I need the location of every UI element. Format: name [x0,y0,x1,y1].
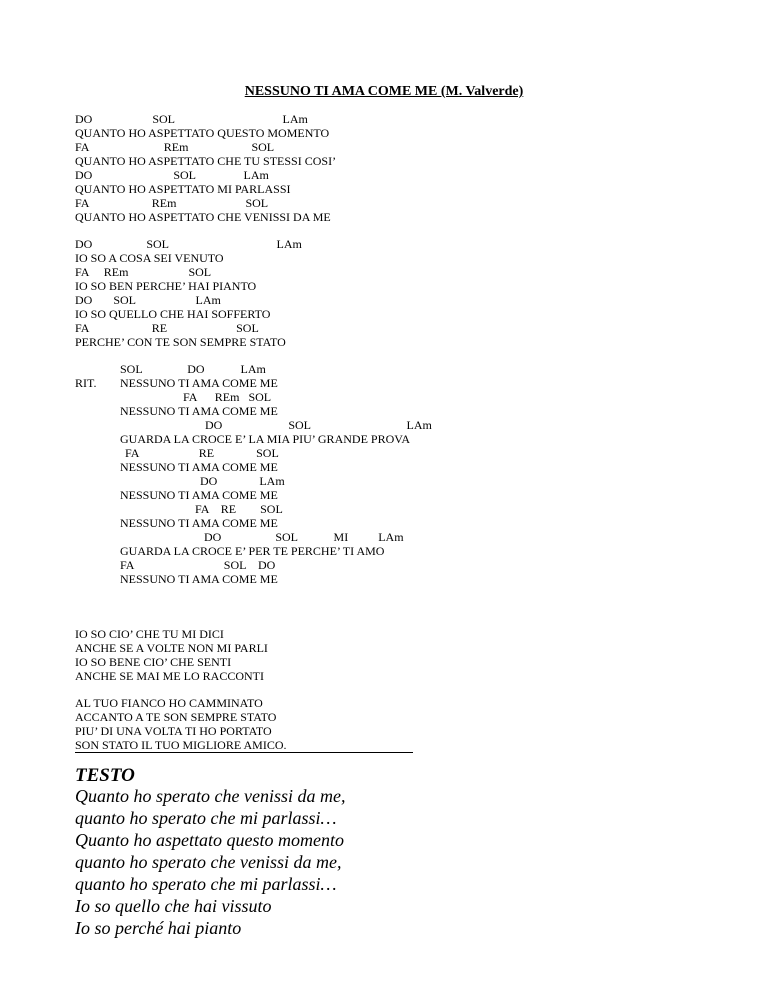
lyric-line: PERCHE’ CON TE SON SEMPRE STATO [75,335,286,349]
lyric-line: NESSUNO TI AMA COME ME [120,572,278,586]
lyric-line: QUANTO HO ASPETTATO QUESTO MOMENTO [75,126,330,140]
chord-line: DO SOL MI LAm [204,530,404,544]
chord-line: FA SOL DO [120,558,276,572]
chord-line: DO SOL LAm [75,237,302,251]
lyric-line: GUARDA LA CROCE E’ PER TE PERCHE’ TI AMO [120,544,385,558]
testo-line: Io so perché hai pianto [75,918,242,938]
testo-line: quanto ho sperato che mi parlassi… [75,874,337,894]
chord-line: FA RE SOL [125,446,279,460]
lyric-line: ANCHE SE A VOLTE NON MI PARLI [75,641,268,655]
lyric-line: IO SO BENE CIO’ CHE SENTI [75,655,232,669]
testo-line: Io so quello che hai vissuto [75,896,272,916]
lyric-line: AL TUO FIANCO HO CAMMINATO [75,696,263,710]
lyric-line: IO SO BEN PERCHE’ HAI PIANTO [75,279,257,293]
chord-line: SOL DO LAm [120,362,266,376]
chord-line: DO SOL LAm [75,168,269,182]
testo-line: Quanto ho sperato che venissi da me, [75,786,346,806]
chord-line: DO LAm [200,474,285,488]
chord-line: FA REm SOL [75,196,269,210]
chord-line: DO SOL LAm [75,293,221,307]
lyric-line: IO SO A COSA SEI VENUTO [75,251,224,265]
lyric-line: NESSUNO TI AMA COME ME [120,488,278,502]
lyric-line: NESSUNO TI AMA COME ME [120,376,278,390]
lyric-line: ACCANTO A TE SON SEMPRE STATO [75,710,277,724]
lyric-line: QUANTO HO ASPETTATO MI PARLASSI [75,182,291,196]
chord-line: FA REm SOL [183,390,272,404]
lyric-line: SON STATO IL TUO MIGLIORE AMICO. [75,738,287,752]
rit-label: RIT. [75,376,97,390]
testo-line: quanto ho sperato che venissi da me, [75,852,342,872]
lyric-line: ANCHE SE MAI ME LO RACCONTI [75,669,264,683]
chord-line: FA RE SOL [75,321,259,335]
chord-line: FA RE SOL [195,502,283,516]
lyric-line: NESSUNO TI AMA COME ME [120,460,278,474]
chord-line: FA REm SOL [75,140,275,154]
song-title: NESSUNO TI AMA COME ME (M. Valverde) [244,84,524,99]
lyric-line: PIU’ DI UNA VOLTA TI HO PORTATO [75,724,272,738]
lyric-line: GUARDA LA CROCE E’ LA MIA PIU’ GRANDE PROVA [120,432,411,446]
lyric-line: IO SO QUELLO CHE HAI SOFFERTO [75,307,271,321]
separator-rule [75,752,413,753]
lyric-line: QUANTO HO ASPETTATO CHE VENISSI DA ME [75,210,331,224]
lyric-line: IO SO CIO’ CHE TU MI DICI [75,627,224,641]
chord-line: DO SOL LAm [75,112,308,126]
lyric-line: NESSUNO TI AMA COME ME [120,404,278,418]
testo-line: Quanto ho aspettato questo momento [75,830,344,850]
lyric-line: NESSUNO TI AMA COME ME [120,516,278,530]
testo-heading: TESTO [75,765,135,786]
lyric-line: QUANTO HO ASPETTATO CHE TU STESSI COSI’ [75,154,337,168]
chord-line: FA REm SOL [75,265,212,279]
testo-line: quanto ho sperato che mi parlassi… [75,808,337,828]
chord-line: DO SOL LAm [205,418,432,432]
